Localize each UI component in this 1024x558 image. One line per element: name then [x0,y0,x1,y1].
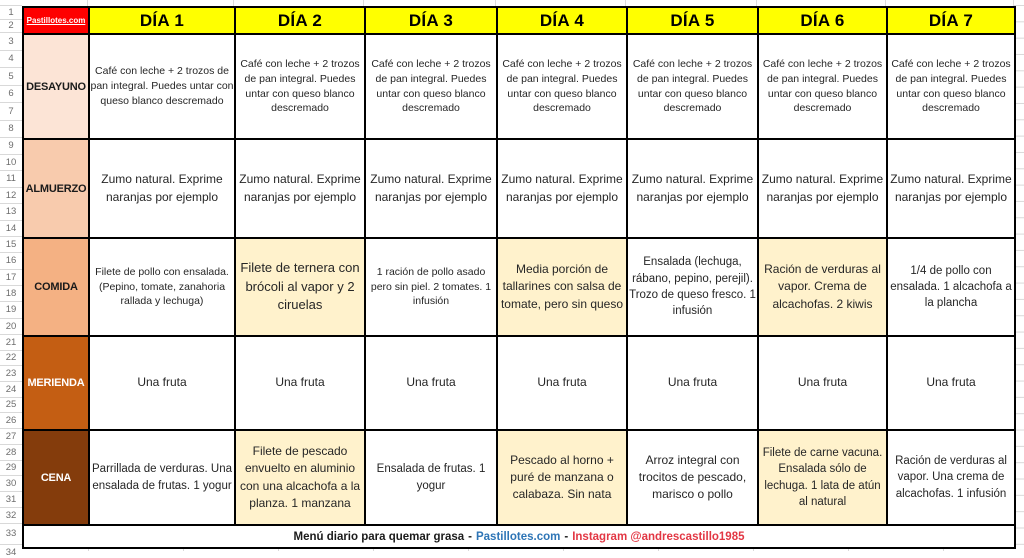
cell-almuerzo-dia2[interactable]: Zumo natural. Exprime naranjas por ejemplo [235,139,365,238]
row-number-3[interactable]: 3 [0,33,22,51]
row-number-5[interactable]: 5 [0,68,22,86]
footer-note [24,531,1014,543]
row-number-13[interactable]: 13 [0,204,22,221]
row-number-1[interactable]: 1 [0,6,22,20]
row-number-28[interactable]: 28 [0,445,22,461]
footer-site-link[interactable]: Pastillotes.com [475,530,561,543]
cell-almuerzo-dia6[interactable]: Zumo natural. Exprime naranjas por ejemplo [758,139,887,238]
meal-label-almuerzo[interactable]: ALMUERZO [23,139,89,238]
row-number-32[interactable]: 32 [0,508,22,524]
cell-cena-dia5[interactable]: Arroz integral con trocitos de pescado, marisco o pollo [627,430,758,525]
meal-label-cena[interactable]: CENA [23,430,89,525]
row-number-8[interactable]: 8 [0,121,22,139]
cell-comida-dia4[interactable]: Media porción de tallarines con salsa de tomate, pero sin queso [497,238,627,336]
cell-cena-dia7[interactable]: Ración de verduras al vapor. Una crema de alcachofas. 1 infusión [887,430,1015,525]
day-header-1[interactable]: DÍA 1 [89,7,235,34]
row-number-gutter [0,0,22,558]
row-number-21[interactable]: 21 [0,335,22,351]
cell-merienda-dia4[interactable]: Una fruta [497,336,627,430]
row-number-17[interactable]: 17 [0,270,22,286]
cell-merienda-dia3[interactable]: Una fruta [365,336,497,430]
table-body [23,34,1015,525]
cell-comida-dia3[interactable]: 1 ración de pollo asado pero sin piel. 2 tomates. 1 infusión [365,238,497,336]
cell-desayuno-dia4[interactable]: Café con leche + 2 trozos de pan integral. Puedes untar con queso blanco descremado [497,34,627,139]
footer-text: Menú diario para quemar grasa [293,530,465,543]
meal-row-cena [23,430,1015,525]
table-header [23,7,1015,34]
footer-instagram-handle: Instagram @andrescastillo1985 [572,530,745,543]
cell-comida-dia2[interactable]: Filete de ternera con brócoli al vapor y 2 ciruelas [235,238,365,336]
row-number-23[interactable]: 23 [0,366,22,382]
row-number-29[interactable]: 29 [0,461,22,477]
cell-merienda-dia5[interactable]: Una fruta [627,336,758,430]
cell-almuerzo-dia7[interactable]: Zumo natural. Exprime naranjas por ejemplo [887,139,1015,238]
row-number-24[interactable]: 24 [0,382,22,398]
cell-merienda-dia7[interactable]: Una fruta [887,336,1015,430]
meal-label-comida[interactable]: COMIDA [23,238,89,336]
brand-link[interactable]: Pastillotes.com [23,7,89,34]
cell-desayuno-dia3[interactable]: Café con leche + 2 trozos de pan integral. Puedes untar con queso blanco descremado [365,34,497,139]
row-number-12[interactable]: 12 [0,188,22,205]
cell-almuerzo-dia1[interactable]: Zumo natural. Exprime naranjas por ejemplo [89,139,235,238]
cell-almuerzo-dia3[interactable]: Zumo natural. Exprime naranjas por ejemplo [365,139,497,238]
row-number-34[interactable]: 34 [5,546,17,558]
day-header-2[interactable]: DÍA 2 [235,7,365,34]
cell-merienda-dia6[interactable]: Una fruta [758,336,887,430]
row-number-9[interactable]: 9 [0,138,22,155]
cell-cena-dia1[interactable]: Parrillada de verduras. Una ensalada de frutas. 1 yogur [89,430,235,525]
cell-desayuno-dia2[interactable]: Café con leche + 2 trozos de pan integral. Puedes untar con queso blanco descremado [235,34,365,139]
cell-comida-dia5[interactable]: Ensalada (lechuga, rábano, pepino, perejil). Trozo de queso fresco. 1 infusión [627,238,758,336]
row-number-27[interactable]: 27 [0,429,22,445]
row-number-18[interactable]: 18 [0,286,22,302]
cell-desayuno-dia5[interactable]: Café con leche + 2 trozos de pan integral. Puedes untar con queso blanco descremado [627,34,758,139]
meal-label-desayuno[interactable]: DESAYUNO [23,34,89,139]
row-number-20[interactable]: 20 [0,319,22,335]
meal-label-merienda[interactable]: MERIENDA [23,336,89,430]
row-number-19[interactable]: 19 [0,302,22,318]
cell-comida-dia7[interactable]: 1/4 de pollo con ensalada. 1 alcachofa a la plancha [887,238,1015,336]
cell-cena-dia4[interactable]: Pescado al horno + puré de manzana o calabaza. Sin nata [497,430,627,525]
cell-desayuno-dia1[interactable]: Café con leche + 2 trozos de pan integral. Puedes untar con queso blanco descremado [89,34,235,139]
row-number-7[interactable]: 7 [0,103,22,121]
cell-almuerzo-dia4[interactable]: Zumo natural. Exprime naranjas por ejemplo [497,139,627,238]
table-footer [23,525,1015,548]
cell-comida-dia1[interactable]: Filete de pollo con ensalada. (Pepino, tomate, zanahoria rallada y lechuga) [89,238,235,336]
row-number-11[interactable]: 11 [0,171,22,188]
header-row [23,7,1015,34]
row-number-4[interactable]: 4 [0,51,22,69]
meal-row-merienda [23,336,1015,430]
cell-merienda-dia1[interactable]: Una fruta [89,336,235,430]
row-number-6[interactable]: 6 [0,86,22,104]
day-header-7[interactable]: DÍA 7 [887,7,1015,34]
cell-cena-dia2[interactable]: Filete de pescado envuelto en aluminio con una alcachofa a la planza. 1 manzana [235,430,365,525]
cell-cena-dia6[interactable]: Filete de carne vacuna. Ensalada sólo de lechuga. 1 lata de atún al natural [758,430,887,525]
row-number-14[interactable]: 14 [0,221,22,238]
diet-menu-table [22,6,1016,549]
row-number-10[interactable]: 10 [0,155,22,172]
meal-row-desayuno [23,34,1015,139]
row-number-22[interactable]: 22 [0,351,22,367]
row-number-15[interactable]: 15 [0,237,22,253]
meal-row-almuerzo [23,139,1015,238]
row-number-16[interactable]: 16 [0,253,22,269]
footer-separator: - [468,530,472,543]
cell-comida-dia6[interactable]: Ración de verduras al vapor. Crema de alcachofas. 2 kiwis [758,238,887,336]
cell-desayuno-dia7[interactable]: Café con leche + 2 trozos de pan integral. Puedes untar con queso blanco descremado [887,34,1015,139]
day-header-5[interactable]: DÍA 5 [627,7,758,34]
cell-merienda-dia2[interactable]: Una fruta [235,336,365,430]
row-number-25[interactable]: 25 [0,398,22,414]
row-number-2[interactable]: 2 [0,20,22,34]
row-number-31[interactable]: 31 [0,492,22,508]
day-header-3[interactable]: DÍA 3 [365,7,497,34]
footer-note-cell[interactable] [23,525,1015,548]
day-header-6[interactable]: DÍA 6 [758,7,887,34]
footer-separator: - [564,530,569,543]
cell-almuerzo-dia5[interactable]: Zumo natural. Exprime naranjas por ejemplo [627,139,758,238]
row-number-30[interactable]: 30 [0,476,22,492]
day-header-4[interactable]: DÍA 4 [497,7,627,34]
row-number-26[interactable]: 26 [0,413,22,429]
cell-desayuno-dia6[interactable]: Café con leche + 2 trozos de pan integral. Puedes untar con queso blanco descremado [758,34,887,139]
row-number-33[interactable]: 33 [0,524,22,545]
cell-cena-dia3[interactable]: Ensalada de frutas. 1 yogur [365,430,497,525]
meal-row-comida [23,238,1015,336]
